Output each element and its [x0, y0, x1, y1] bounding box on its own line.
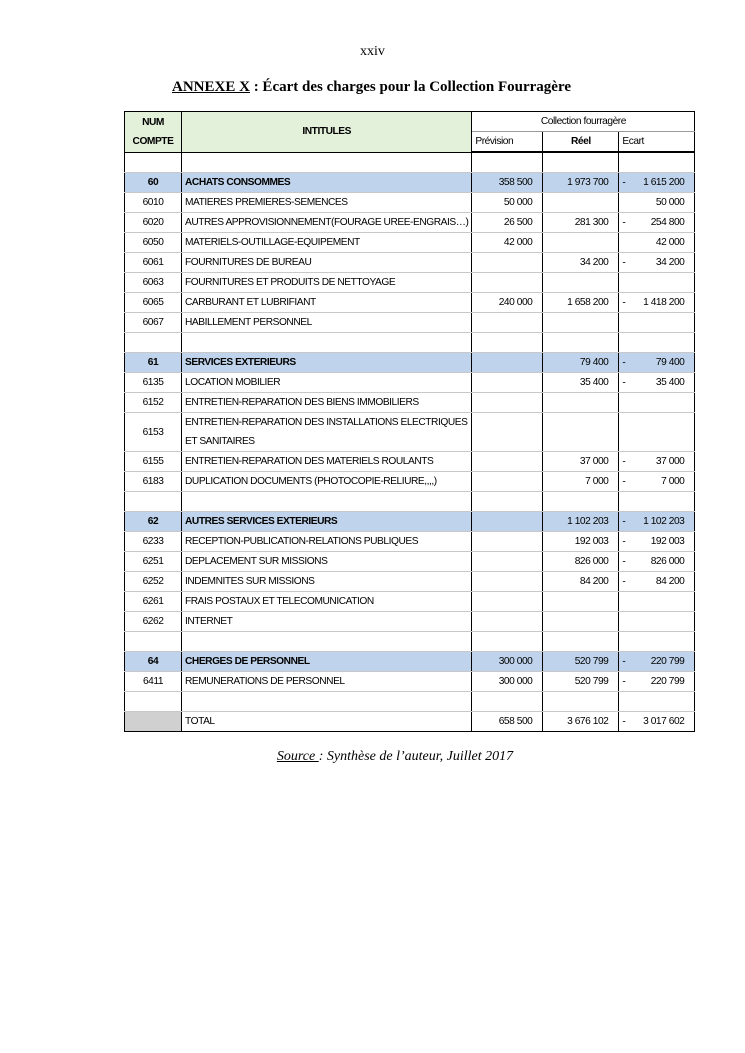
account-number: 6050	[125, 233, 182, 253]
reel-cell: 826 000	[543, 552, 619, 572]
negative-sign: -	[622, 656, 626, 667]
account-number: 6135	[125, 373, 182, 393]
ecart-cell	[619, 293, 695, 313]
prevision-cell	[472, 253, 543, 273]
prevision-cell	[472, 692, 543, 712]
prevision-cell	[472, 152, 543, 173]
reel-cell	[543, 233, 619, 253]
table-row	[125, 472, 695, 492]
prevision-cell	[472, 552, 543, 572]
negative-sign: -	[622, 257, 626, 268]
ecart-cell	[619, 592, 695, 612]
table-row	[125, 592, 695, 612]
table-row	[125, 213, 695, 233]
ecart-value: 35 400	[655, 377, 685, 388]
account-label: CHERGES DE PERSONNEL	[182, 652, 472, 672]
section-row	[125, 173, 695, 193]
account-label	[182, 152, 472, 173]
prevision-cell	[472, 373, 543, 393]
reel-cell: 520 799	[543, 652, 619, 672]
ecart-value: 79 400	[655, 357, 685, 368]
reel-cell	[543, 313, 619, 333]
ecart-cell	[619, 193, 695, 213]
table-body	[125, 152, 695, 732]
header-ecart: Ecart	[619, 132, 695, 153]
reel-cell: 1 973 700	[543, 173, 619, 193]
ecart-cell	[619, 413, 695, 452]
header-num: NUM	[142, 116, 164, 128]
account-label: SERVICES EXTERIEURS	[182, 353, 472, 373]
source-text: : Synthèse de l’auteur, Juillet 2017	[318, 749, 514, 764]
account-label: MATERIELS-OUTILLAGE-EQUIPEMENT	[182, 233, 472, 253]
header-num-compte	[125, 112, 182, 153]
prevision-cell: 50 000	[472, 193, 543, 213]
source-note	[0, 749, 745, 765]
reel-cell: 281 300	[543, 213, 619, 233]
table-row	[125, 672, 695, 692]
ecart-cell	[619, 333, 695, 353]
blank-row	[125, 152, 695, 173]
ecart-value: 50 000	[655, 197, 685, 208]
prevision-cell	[472, 632, 543, 652]
ecart-value: 1 615 200	[643, 177, 685, 188]
account-label: HABILLEMENT PERSONNEL	[182, 313, 472, 333]
account-number	[125, 492, 182, 512]
header-prevision: Prévision	[472, 132, 543, 153]
account-number: 6063	[125, 273, 182, 293]
ecart-cell	[619, 552, 695, 572]
section-row	[125, 353, 695, 373]
account-label	[182, 632, 472, 652]
source-label: Source	[276, 749, 319, 764]
account-number: 6061	[125, 253, 182, 273]
prevision-cell	[472, 512, 543, 532]
account-label: CARBURANT ET LUBRIFIANT	[182, 293, 472, 313]
ecart-cell	[619, 652, 695, 672]
account-number: 6067	[125, 313, 182, 333]
ecart-cell	[619, 492, 695, 512]
ecart-value: 7 000	[661, 476, 685, 487]
ecart-value: 1 418 200	[643, 297, 685, 308]
blank-row	[125, 692, 695, 712]
negative-sign: -	[622, 556, 626, 567]
ecart-cell	[619, 173, 695, 193]
table-row	[125, 293, 695, 313]
table-row	[125, 273, 695, 293]
ecart-value: 826 000	[650, 556, 685, 567]
prevision-cell: 42 000	[472, 233, 543, 253]
total-row	[125, 712, 695, 732]
account-label: FRAIS POSTAUX ET TELECOMUNICATION	[182, 592, 472, 612]
reel-cell	[543, 492, 619, 512]
ecart-value: 34 200	[655, 257, 685, 268]
ecart-cell	[619, 452, 695, 472]
table-row	[125, 193, 695, 213]
reel-cell: 1 658 200	[543, 293, 619, 313]
ecart-cell	[619, 373, 695, 393]
ecart-cell	[619, 313, 695, 333]
account-label: ENTRETIEN-REPARATION DES MATERIELS ROULANTS	[182, 452, 472, 472]
account-label: AUTRES APPROVISIONNEMENT(FOURAGE UREE-ENGRAIS…)	[182, 213, 472, 233]
ecart-cell	[619, 672, 695, 692]
prevision-cell: 240 000	[472, 293, 543, 313]
reel-cell: 35 400	[543, 373, 619, 393]
table-row	[125, 253, 695, 273]
prevision-cell	[472, 612, 543, 632]
ecart-cell	[619, 712, 695, 732]
table-row	[125, 233, 695, 253]
section-row	[125, 512, 695, 532]
reel-cell: 192 003	[543, 532, 619, 552]
prevision-cell	[472, 532, 543, 552]
account-number: 6065	[125, 293, 182, 313]
account-number: 6233	[125, 532, 182, 552]
ecart-value: 220 799	[650, 656, 685, 667]
prevision-cell	[472, 592, 543, 612]
reel-cell	[543, 692, 619, 712]
ecart-value: 3 017 602	[643, 716, 685, 727]
reel-cell	[543, 413, 619, 452]
prevision-cell	[472, 472, 543, 492]
account-label: LOCATION MOBILIER	[182, 373, 472, 393]
table-row	[125, 452, 695, 472]
ecart-value: 1 102 203	[643, 516, 685, 527]
account-label	[182, 492, 472, 512]
reel-cell	[543, 193, 619, 213]
prevision-cell	[472, 572, 543, 592]
ecart-cell	[619, 353, 695, 373]
prevision-cell	[472, 313, 543, 333]
account-number: 62	[125, 512, 182, 532]
account-number: 6262	[125, 612, 182, 632]
negative-sign: -	[622, 516, 626, 527]
reel-cell: 520 799	[543, 672, 619, 692]
ecart-cell	[619, 512, 695, 532]
account-number	[125, 692, 182, 712]
ecart-value: 84 200	[655, 576, 685, 587]
account-number	[125, 712, 182, 732]
ecart-cell	[619, 472, 695, 492]
prevision-cell	[472, 353, 543, 373]
account-label: FOURNITURES DE BUREAU	[182, 253, 472, 273]
header-intitules: INTITULES	[182, 112, 472, 153]
ecart-value: 37 000	[655, 456, 685, 467]
table-row	[125, 552, 695, 572]
account-number: 6261	[125, 592, 182, 612]
reel-cell: 3 676 102	[543, 712, 619, 732]
ecart-cell	[619, 233, 695, 253]
negative-sign: -	[622, 217, 626, 228]
blank-row	[125, 492, 695, 512]
header-compte: COMPTE	[132, 135, 174, 147]
negative-sign: -	[622, 576, 626, 587]
table-row	[125, 532, 695, 552]
account-label: MATIERES PREMIERES-SEMENCES	[182, 193, 472, 213]
account-number: 64	[125, 652, 182, 672]
negative-sign: -	[622, 377, 626, 388]
prevision-cell: 26 500	[472, 213, 543, 233]
account-number: 6152	[125, 393, 182, 413]
reel-cell: 1 102 203	[543, 512, 619, 532]
table-row	[125, 612, 695, 632]
header-reel: Réel	[543, 132, 619, 153]
negative-sign: -	[622, 297, 626, 308]
account-label: INTERNET	[182, 612, 472, 632]
reel-cell	[543, 333, 619, 353]
prevision-cell: 300 000	[472, 652, 543, 672]
negative-sign: -	[622, 676, 626, 687]
ecart-cell	[619, 612, 695, 632]
ecart-value: 192 003	[650, 536, 685, 547]
account-number: 6020	[125, 213, 182, 233]
prevision-cell	[472, 413, 543, 452]
account-number: 6411	[125, 672, 182, 692]
reel-cell: 7 000	[543, 472, 619, 492]
header-collection-fourragere: Collection fourragère	[472, 112, 695, 132]
ecart-value: 254 800	[650, 217, 685, 228]
table-row	[125, 373, 695, 393]
account-label: ENTRETIEN-REPARATION DES INSTALLATIONS ELECTRIQUES ET SANITAIRES	[182, 413, 472, 452]
table-row	[125, 572, 695, 592]
reel-cell	[543, 612, 619, 632]
ecart-cell	[619, 572, 695, 592]
account-number: 6252	[125, 572, 182, 592]
account-label: DEPLACEMENT SUR MISSIONS	[182, 552, 472, 572]
reel-cell: 84 200	[543, 572, 619, 592]
page-number: xxiv	[360, 44, 385, 59]
ecart-cell	[619, 532, 695, 552]
reel-cell	[543, 632, 619, 652]
negative-sign: -	[622, 536, 626, 547]
prevision-cell	[472, 452, 543, 472]
ecart-cell	[619, 213, 695, 233]
reel-cell	[543, 393, 619, 413]
section-row	[125, 652, 695, 672]
annex-label: ANNEXE X	[172, 79, 250, 95]
reel-cell: 34 200	[543, 253, 619, 273]
reel-cell	[543, 273, 619, 293]
account-number: 60	[125, 173, 182, 193]
table-row	[125, 393, 695, 413]
account-number: 61	[125, 353, 182, 373]
account-label: REMUNERATIONS DE PERSONNEL	[182, 672, 472, 692]
negative-sign: -	[622, 476, 626, 487]
ecart-value: 42 000	[655, 237, 685, 248]
table-row	[125, 313, 695, 333]
account-label: AUTRES SERVICES EXTERIEURS	[182, 512, 472, 532]
account-label: RECEPTION-PUBLICATION-RELATIONS PUBLIQUES	[182, 532, 472, 552]
account-number: 6153	[125, 413, 182, 452]
blank-row	[125, 333, 695, 353]
annex-title	[172, 79, 571, 96]
prevision-cell: 358 500	[472, 173, 543, 193]
account-label: DUPLICATION DOCUMENTS (PHOTOCOPIE-RELIURE,,,,)	[182, 472, 472, 492]
table-row	[125, 413, 695, 452]
charges-table	[124, 111, 695, 732]
negative-sign: -	[622, 357, 626, 368]
negative-sign: -	[622, 716, 626, 727]
negative-sign: -	[622, 456, 626, 467]
account-number: 6010	[125, 193, 182, 213]
account-number: 6155	[125, 452, 182, 472]
ecart-cell	[619, 632, 695, 652]
ecart-cell	[619, 273, 695, 293]
ecart-value: 220 799	[650, 676, 685, 687]
ecart-cell	[619, 692, 695, 712]
prevision-cell	[472, 393, 543, 413]
account-number: 6183	[125, 472, 182, 492]
negative-sign: -	[622, 177, 626, 188]
account-label: ENTRETIEN-REPARATION DES BIENS IMMOBILIERS	[182, 393, 472, 413]
annex-title-text: : Écart des charges pour la Collection Fourragère	[249, 79, 571, 95]
account-number: 6251	[125, 552, 182, 572]
ecart-cell	[619, 253, 695, 273]
reel-cell: 79 400	[543, 353, 619, 373]
blank-row	[125, 632, 695, 652]
reel-cell: 37 000	[543, 452, 619, 472]
prevision-cell: 300 000	[472, 672, 543, 692]
reel-cell	[543, 592, 619, 612]
account-label	[182, 333, 472, 353]
prevision-cell	[472, 492, 543, 512]
account-label: INDEMNITES SUR MISSIONS	[182, 572, 472, 592]
reel-cell	[543, 152, 619, 173]
ecart-cell	[619, 152, 695, 173]
account-label: ACHATS CONSOMMES	[182, 173, 472, 193]
ecart-cell	[619, 393, 695, 413]
prevision-cell: 658 500	[472, 712, 543, 732]
account-label	[182, 692, 472, 712]
prevision-cell	[472, 333, 543, 353]
account-number	[125, 333, 182, 353]
account-number	[125, 152, 182, 173]
account-label: FOURNITURES ET PRODUITS DE NETTOYAGE	[182, 273, 472, 293]
account-number	[125, 632, 182, 652]
account-label: TOTAL	[182, 712, 472, 732]
prevision-cell	[472, 273, 543, 293]
